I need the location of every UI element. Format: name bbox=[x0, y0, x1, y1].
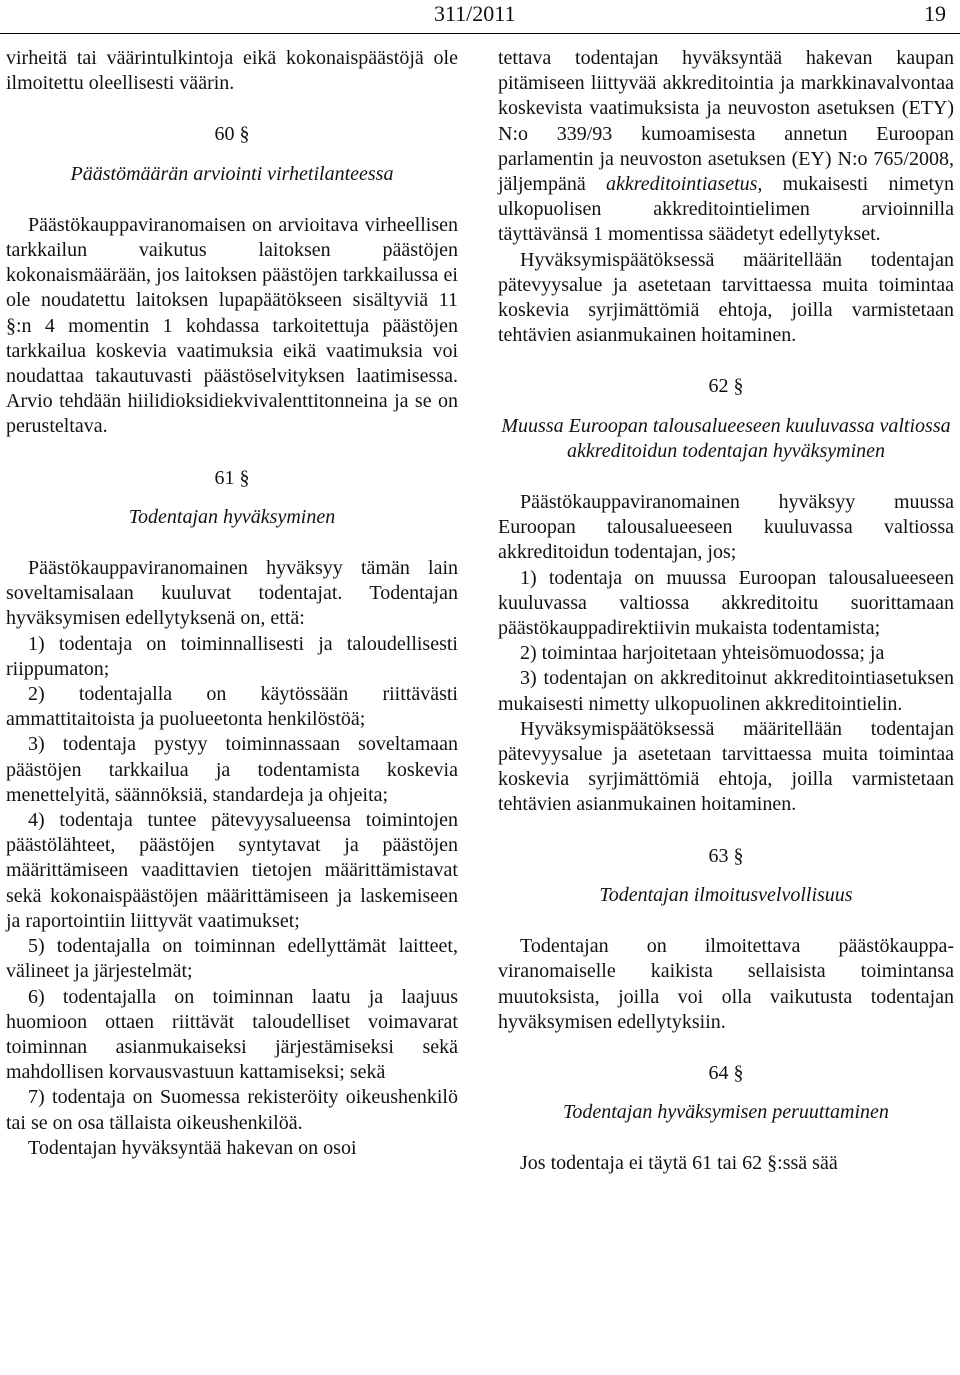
header-rule bbox=[0, 33, 960, 34]
list-item: 4) todentaja tuntee pätevyysalueensa toimintojen päästölähteet, päästöjen syntytavat ja päästöjen määrittämiseen vaadittavien tietojen määrittämistavat sekä kokonaispäästöjen määrittämiseen ja laskemiseen ja raportointiin liittyvät vaatimukset; bbox=[6, 809, 458, 932]
section-title-63: Todentajan ilmoitusvelvollisuus bbox=[599, 883, 853, 906]
paragraph: virheitä tai väärintulkintoja eikä kokonaispäästöjä ole ilmoitettu oleellisesti väärin. bbox=[6, 47, 458, 95]
paragraph: Jos todentaja ei täytä 61 tai 62 §:ssä sää bbox=[520, 1152, 838, 1175]
section-number-60: 60 § bbox=[214, 123, 250, 146]
page-number: 19 bbox=[924, 1, 946, 26]
emphasis: akkreditointiasetus, bbox=[605, 173, 763, 196]
list-item: 1) todentaja on toiminnallisesti ja taloudellisesti riippumaton; bbox=[6, 632, 458, 680]
section-number-63: 63 § bbox=[708, 844, 744, 867]
section-title-62: Muussa Euroopan talousalueeseen kuuluvassa valtiossa akkreditoidun todentajan hyväksyminen bbox=[501, 414, 951, 462]
section-number-64: 64 § bbox=[708, 1061, 744, 1084]
paragraph: Todentajan hyväksyntää hakevan on osoi bbox=[28, 1136, 357, 1159]
paragraph: Päästökauppaviranomainen hyväksyy tämän lain soveltamisalaan kuuluvat todentajat. Todentajan hyväksymisen edellytyksenä on, että: bbox=[6, 557, 458, 630]
paragraph bbox=[498, 46, 954, 248]
list-item: 7) todentaja on Suomessa rekisteröity oikeushenkilö tai se on osa tällaista oikeushenkilöä. bbox=[6, 1086, 458, 1134]
paragraph: Päästökauppaviranomaisen on arvioitava virheellisen tarkkailun vaikutus laitoksen päästöjen kokonaismäärään, jos laitoksen päästöjen tarkkailussa ei ole noudatettu laitoksen lupapäätökseen sisältyviä 11 §:n 4 momentin 1 kohdassa tarkoitettuja päästöjen tarkkailua koskevia vaatimuksia eikä vaatimuksia voi noudattaa takautuvasti päästöselvityksen laatimisessa. Arvio tehdään hiilidioksidiekvivalenttitonneina ja se on perusteltava. bbox=[6, 213, 458, 438]
section-number-62: 62 § bbox=[708, 375, 744, 398]
section-title-60: Päästömäärän arviointi virhetilanteessa bbox=[70, 162, 394, 185]
paragraph: Hyväksymispäätöksessä määritellään todentajan pätevyysalue ja asetetaan tarvittaessa muita toimintaa koskevia syrjimättömiä ehtoja, joilla varmistetaan tehtävien asianmukainen hoitaminen. bbox=[498, 717, 954, 816]
document-number: 311/2011 bbox=[434, 1, 516, 26]
list-item: 6) todentajalla on toiminnan laatu ja laajuus huomioon ottaen riittävät taloudelliset voimavarat toiminnan asianmukaiseksi järjestämiseksi sekä mahdollisen korvausvastuun kattamiseksi; sekä bbox=[6, 985, 458, 1084]
text-run: mukaisesti nimetyn ulkopuolisen akkreditointielimen arvioinnilla täyttävänsä 1 momentissa säädetyt edellytykset. bbox=[498, 173, 954, 246]
list-item: 2) toimintaa harjoitetaan yhteisömuodossa; ja bbox=[520, 642, 885, 665]
right-column bbox=[498, 46, 954, 1177]
paragraph: Todentajan on ilmoitettava päästökauppaviranomaiselle kaikista sellaisista toimintansa muutoksista, joilla voi olla vaikutusta todentajan hyväksymisen edellytyksiin. bbox=[498, 935, 954, 1033]
left-column bbox=[6, 46, 458, 1161]
text-run: tettava todentajan hyväksyntää hakevan kaupan pitämiseen liittyvää akkreditointia ja markkinavalvontaa koskevista vaatimuksista ja neuvoston asetuksen (ETY) N:o 339/93 kumoamisesta annetun Euroopan parlamentin ja neuvoston asetuksen (EY) N:o 765/2008, jäljempänä bbox=[498, 47, 954, 196]
list-item: 3) todentaja pystyy toiminnassaan soveltamaan päästöjen tarkkailua ja todentamista koskevia menettelyitä, säännöksiä, standardeja ja ohjeita; bbox=[6, 733, 458, 806]
section-title-64: Todentajan hyväksymisen peruuttaminen bbox=[563, 1101, 889, 1124]
list-item: 5) todentajalla on toiminnan edellyttämät laitteet, välineet ja järjestelmät; bbox=[6, 935, 458, 983]
list-item: 1) todentaja on muussa Euroopan talousalueeseen kuuluvassa valtiossa akkreditoitu suorittamaan päästökauppadirektiivin mukaista todentamista; bbox=[498, 566, 954, 640]
paragraph: Päästökauppaviranomainen hyväksyy muussa Euroopan talousalueeseen kuuluvassa valtiossa akkreditoidun todentajan, jos; bbox=[498, 491, 954, 564]
page-header bbox=[0, 0, 960, 40]
section-title-61: Todentajan hyväksyminen bbox=[128, 505, 336, 528]
list-item: 3) todentajan on akkreditoinut akkreditointiasetuksen mukaisesti nimetty ulkopuolinen akkreditointielin. bbox=[498, 667, 954, 715]
list-item: 2) todentajalla on käytössään riittävästi ammattitaitoista ja puolueetonta henkilöstöä; bbox=[6, 683, 458, 731]
section-number-61: 61 § bbox=[214, 466, 250, 489]
paragraph: Hyväksymispäätöksessä määritellään todentajan pätevyysalue ja asetetaan tarvittaessa muita toimintaa koskevia syrjimättömiä ehtoja, joilla varmistetaan tehtävien asianmukainen hoitaminen. bbox=[498, 248, 954, 347]
